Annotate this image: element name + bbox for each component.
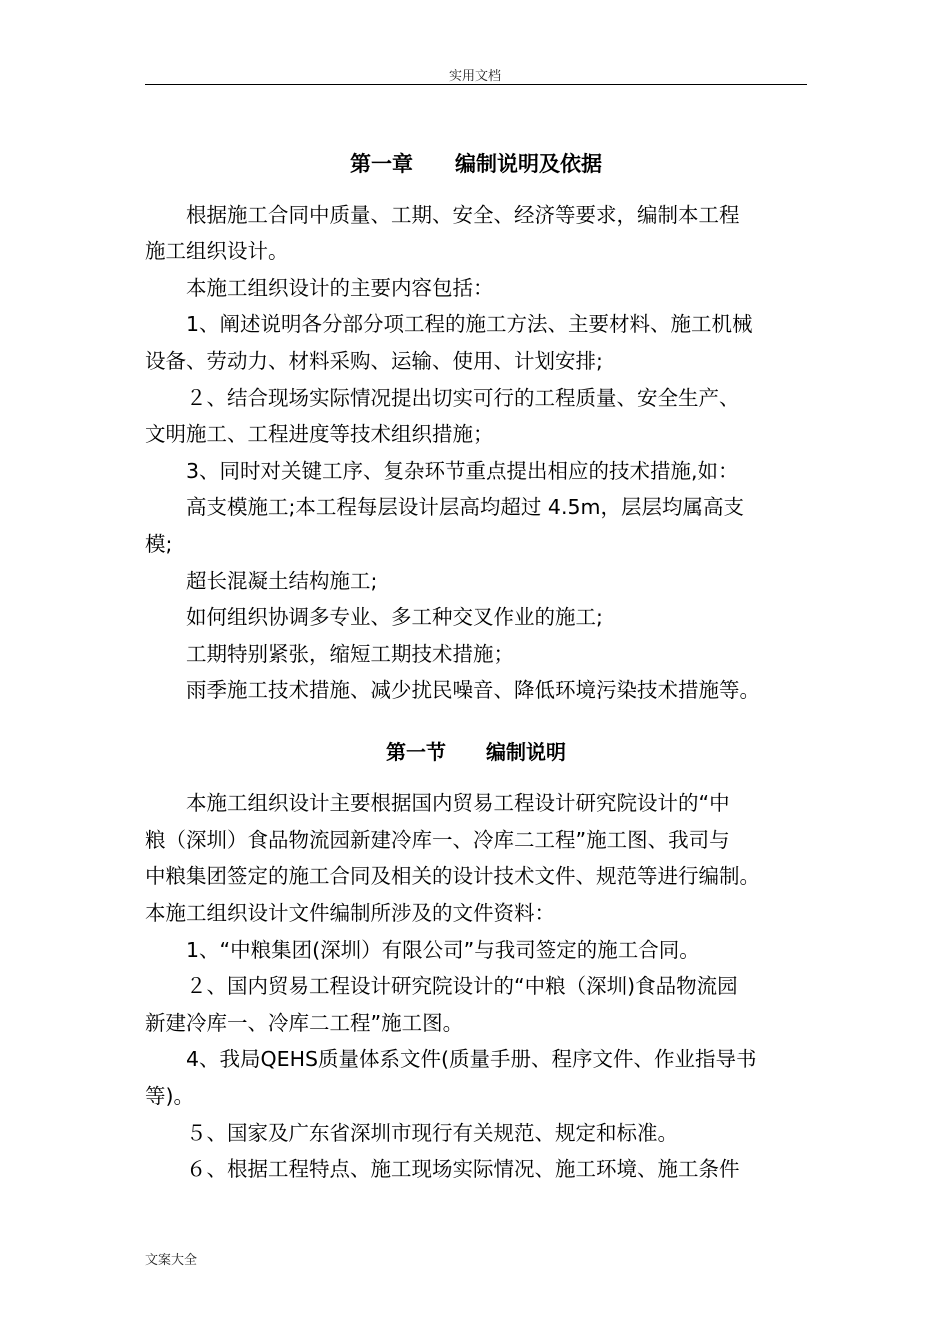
body-line: 超长混凝土结构施工; [145,569,378,593]
body-line: 1、“中粮集团(深圳）有限公司”与我司签定的施工合同。 [145,938,700,962]
body-line: 高支模施工;本工程每层设计层高均超过 4.5m，层层均属高支 [145,495,744,519]
body-line: 本施工组织设计的主要内容包括： [145,276,494,300]
header-divider [145,84,807,85]
body-line: 中粮集团签定的施工合同及相关的设计技术文件、规范等进行编制。 [145,864,760,888]
body-line: 工期特别紧张，缩短工期技术措施； [145,642,514,666]
body-line: 4、我局QEHS质量体系文件(质量手册、程序文件、作业指导书 [145,1047,757,1071]
body-line: 如何组织协调多专业、多工种交叉作业的施工; [145,605,603,629]
body-line: 雨季施工技术措施、减少扰民噪音、降低环境污染技术措施等。 [145,678,760,702]
body-line: 粮（深圳）食品物流园新建冷库一、冷库二工程”施工图、我司与 [145,828,730,852]
body-line: ５、国家及广东省深圳市现行有关规范、规定和标准。 [145,1121,678,1145]
chapter-heading: 第一章 编制说明及依据 [350,152,602,176]
body-line: ２、国内贸易工程设计研究院设计的“中粮（深圳)食品物流园 [145,974,738,998]
body-line: 本施工组织设计主要根据国内贸易工程设计研究院设计的“中 [145,791,730,815]
section-heading: 第一节 编制说明 [386,740,566,764]
body-line: ６、根据工程特点、施工现场实际情况、施工环境、施工条件 [145,1157,740,1181]
body-line: 1、阐述说明各分部分项工程的施工方法、主要材料、施工机械 [145,312,753,336]
body-line: 模; [145,532,173,556]
page-footer-text: 文案大全 [145,1253,198,1268]
body-line: 设备、劳动力、材料采购、运输、使用、计划安排; [145,349,603,373]
body-line: 3、同时对关键工序、复杂环节重点提出相应的技术措施,如： [145,459,739,483]
body-line: 等)。 [145,1084,194,1108]
body-line: ２、结合现场实际情况提出切实可行的工程质量、安全生产、 [145,386,740,410]
body-line: 施工组织设计。 [145,239,289,263]
body-line: 文明施工、工程进度等技术组织措施； [145,422,494,446]
body-line: 根据施工合同中质量、工期、安全、经济等要求，编制本工程 [145,203,740,227]
body-line: 新建冷库一、冷库二工程”施工图。 [145,1011,464,1035]
page-header-title: 实用文档 [448,69,501,84]
body-line: 本施工组织设计文件编制所涉及的文件资料： [145,901,555,925]
